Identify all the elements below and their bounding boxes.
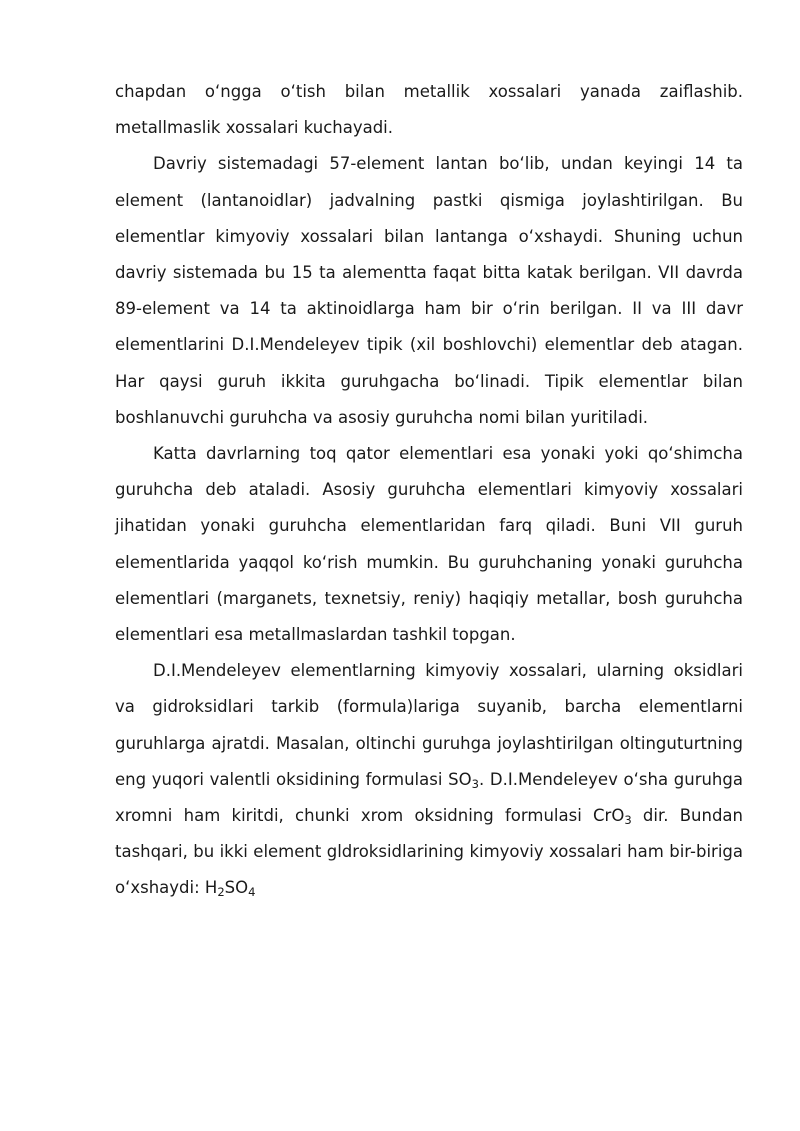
paragraph-2 <box>115 146 743 436</box>
subscript-2: 2 <box>217 885 225 900</box>
document-page <box>115 74 743 907</box>
subscript-3: 3 <box>624 812 632 827</box>
paragraph-4-text-1: D.I.Mendeleyev elementlarning kimyoviy xossalari, ularning oksidlari va gidroksidlari tarkib (formula)lariga suyanib, barcha elementlarni guruhlarga ajratdi. Masalan, oltinchi guruhga joylashtirilgan oltinguturtning eng yuqori valentli oksidining formulasi SO <box>115 661 743 789</box>
paragraph-1-text: chapdan oʻngga oʻtish bilan metallik xossalari yanada zaiflashib. metallmaslik xossalari kuchayadi. <box>115 82 743 138</box>
paragraph-2-text: Davriy sistemadagi 57-element lantan boʻlib, undan keyingi 14 ta element (lantanoidlar) jadvalning pastki qismiga joylashtirilgan. Bu elementlar kimyoviy xossalari bilan lantanga oʻxshaydi. Shuning uchun davriy sistemada bu 15 ta alementta faqat bitta katak berilgan. VII davrda 89-element va 14 ta aktinoidlarga ham bir oʻrin berilgan. II va III davr elementlarini D.I.Mendeleyev tipik (xil boshlovchi) elementlar deb atagan. Har qaysi guruh ikkita guruhgacha boʻlinadi. Tipik elementlar bilan boshlanuvchi guruhcha va asosiy guruhcha nomi bilan yuritiladi. <box>115 154 743 427</box>
paragraph-1 <box>115 74 743 146</box>
paragraph-3 <box>115 436 743 653</box>
paragraph-4-text-2: . D.I.Mendeleyev oʻsha guruhga xromni ham kiritdi, chunki xrom oksidning formulasi CrO <box>115 769 743 826</box>
subscript-3: 3 <box>471 776 479 791</box>
subscript-4: 4 <box>248 885 256 900</box>
paragraph-4-text-3: dir. Bundan tashqari, bu ikki element gldroksidlarining kimyoviy xossalari ham bir-biriga oʻxshaydi: H <box>115 806 743 898</box>
paragraph-3-text: Katta davrlarning toq qator elementlari esa yonaki yoki qoʻshimcha guruhcha deb ataladi. Asosiy guruhcha elementlari kimyoviy xossalari jihatidan yonaki guruhcha elementlaridan farq qiladi. Buni VII guruh elementlarida yaqqol koʻrish mumkin. Bu guruhchaning yonaki guruhcha elementlari (marganets, texnetsiy, reniy) haqiqiy metallar, bosh guruhcha elementlari esa metallmaslardan tashkil topgan. <box>115 444 743 645</box>
paragraph-4 <box>115 653 743 906</box>
paragraph-4-text-4: SO <box>224 878 249 898</box>
